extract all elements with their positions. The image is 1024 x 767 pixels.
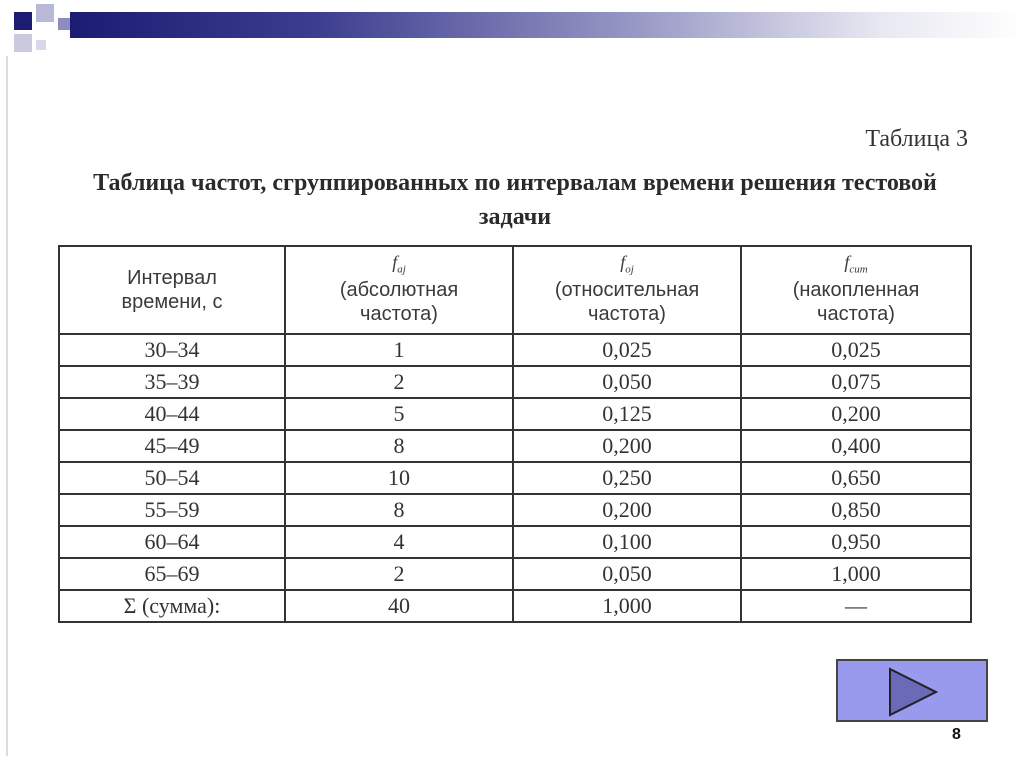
header-line: (абсолютная xyxy=(339,278,459,301)
table-cell: 8 xyxy=(285,430,513,462)
decor-square xyxy=(58,18,70,30)
header-line: времени, с xyxy=(121,291,223,313)
play-triangle-icon xyxy=(886,666,940,718)
left-divider xyxy=(6,56,8,756)
table-cell: 5 xyxy=(285,398,513,430)
header-cumulative-frequency xyxy=(741,246,971,334)
table-cell: 1,000 xyxy=(741,558,971,590)
table-cell: 10 xyxy=(285,462,513,494)
top-gradient-bar xyxy=(70,12,1024,38)
table-cell: 0,100 xyxy=(513,526,741,558)
table-cell: Σ (сумма): xyxy=(59,590,285,622)
decor-square xyxy=(14,34,32,52)
header-symbol: $f_{oj}$ xyxy=(620,252,634,276)
table-cell: 2 xyxy=(285,366,513,398)
header-symbol: $f_{aj}$ xyxy=(392,252,406,276)
table-cell: 40 xyxy=(285,590,513,622)
header-line: частота) xyxy=(588,302,666,325)
table-cell: 45–49 xyxy=(59,430,285,462)
table-row xyxy=(59,558,971,590)
decor-square xyxy=(36,4,54,22)
decor-square xyxy=(14,12,32,30)
table-row xyxy=(59,366,971,398)
table-cell: 4 xyxy=(285,526,513,558)
table-cell: 0,025 xyxy=(741,334,971,366)
table-cell: 50–54 xyxy=(59,462,285,494)
table-cell: 2 xyxy=(285,558,513,590)
table-cell: 0,400 xyxy=(741,430,971,462)
table-cell: 1 xyxy=(285,334,513,366)
header-line: частота) xyxy=(817,302,895,325)
header-absolute-frequency xyxy=(285,246,513,334)
table-row xyxy=(59,398,971,430)
table-row xyxy=(59,526,971,558)
header-symbol: $f_{cum}$ xyxy=(844,252,868,276)
table-caption: Таблица частот, сгруппированных по интервалам времени решения тестовой задачи xyxy=(93,170,937,230)
table-row xyxy=(59,590,971,622)
table-cell: 0,025 xyxy=(513,334,741,366)
next-slide-button[interactable] xyxy=(836,659,988,722)
header-relative-frequency xyxy=(513,246,741,334)
table-row xyxy=(59,334,971,366)
table-cell: 60–64 xyxy=(59,526,285,558)
table-cell: 0,075 xyxy=(741,366,971,398)
table-cell: 0,125 xyxy=(513,398,741,430)
table-cell: 0,200 xyxy=(741,398,971,430)
header-interval xyxy=(59,246,285,334)
table-cell: 0,050 xyxy=(513,366,741,398)
table-cell: 55–59 xyxy=(59,494,285,526)
table-row xyxy=(59,494,971,526)
header-line: Интервал xyxy=(127,267,217,289)
table-cell: 0,200 xyxy=(513,494,741,526)
table-cell: 1,000 xyxy=(513,590,741,622)
table-cell: 30–34 xyxy=(59,334,285,366)
table-cell: 0,250 xyxy=(513,462,741,494)
table-cell: 8 xyxy=(285,494,513,526)
header-line: частота) xyxy=(360,302,438,325)
table-row xyxy=(59,430,971,462)
table-cell: 0,200 xyxy=(513,430,741,462)
table-cell: 0,050 xyxy=(513,558,741,590)
table-body xyxy=(59,334,971,622)
table-cell: — xyxy=(741,590,971,622)
page-number: 8 xyxy=(952,726,961,743)
table-cell: 35–39 xyxy=(59,366,285,398)
table-cell: 40–44 xyxy=(59,398,285,430)
table-header-row xyxy=(59,246,971,334)
table-cell: 0,650 xyxy=(741,462,971,494)
table-number-label: Таблица 3 xyxy=(865,126,968,152)
header-line: (накопленная xyxy=(792,278,920,301)
frequency-table xyxy=(58,245,972,623)
table-row xyxy=(59,462,971,494)
table-cell: 0,950 xyxy=(741,526,971,558)
table-cell: 0,850 xyxy=(741,494,971,526)
play-triangle-shape xyxy=(890,669,936,715)
decor-square xyxy=(36,40,46,50)
header-line: (относительная xyxy=(554,278,700,301)
table-cell: 65–69 xyxy=(59,558,285,590)
